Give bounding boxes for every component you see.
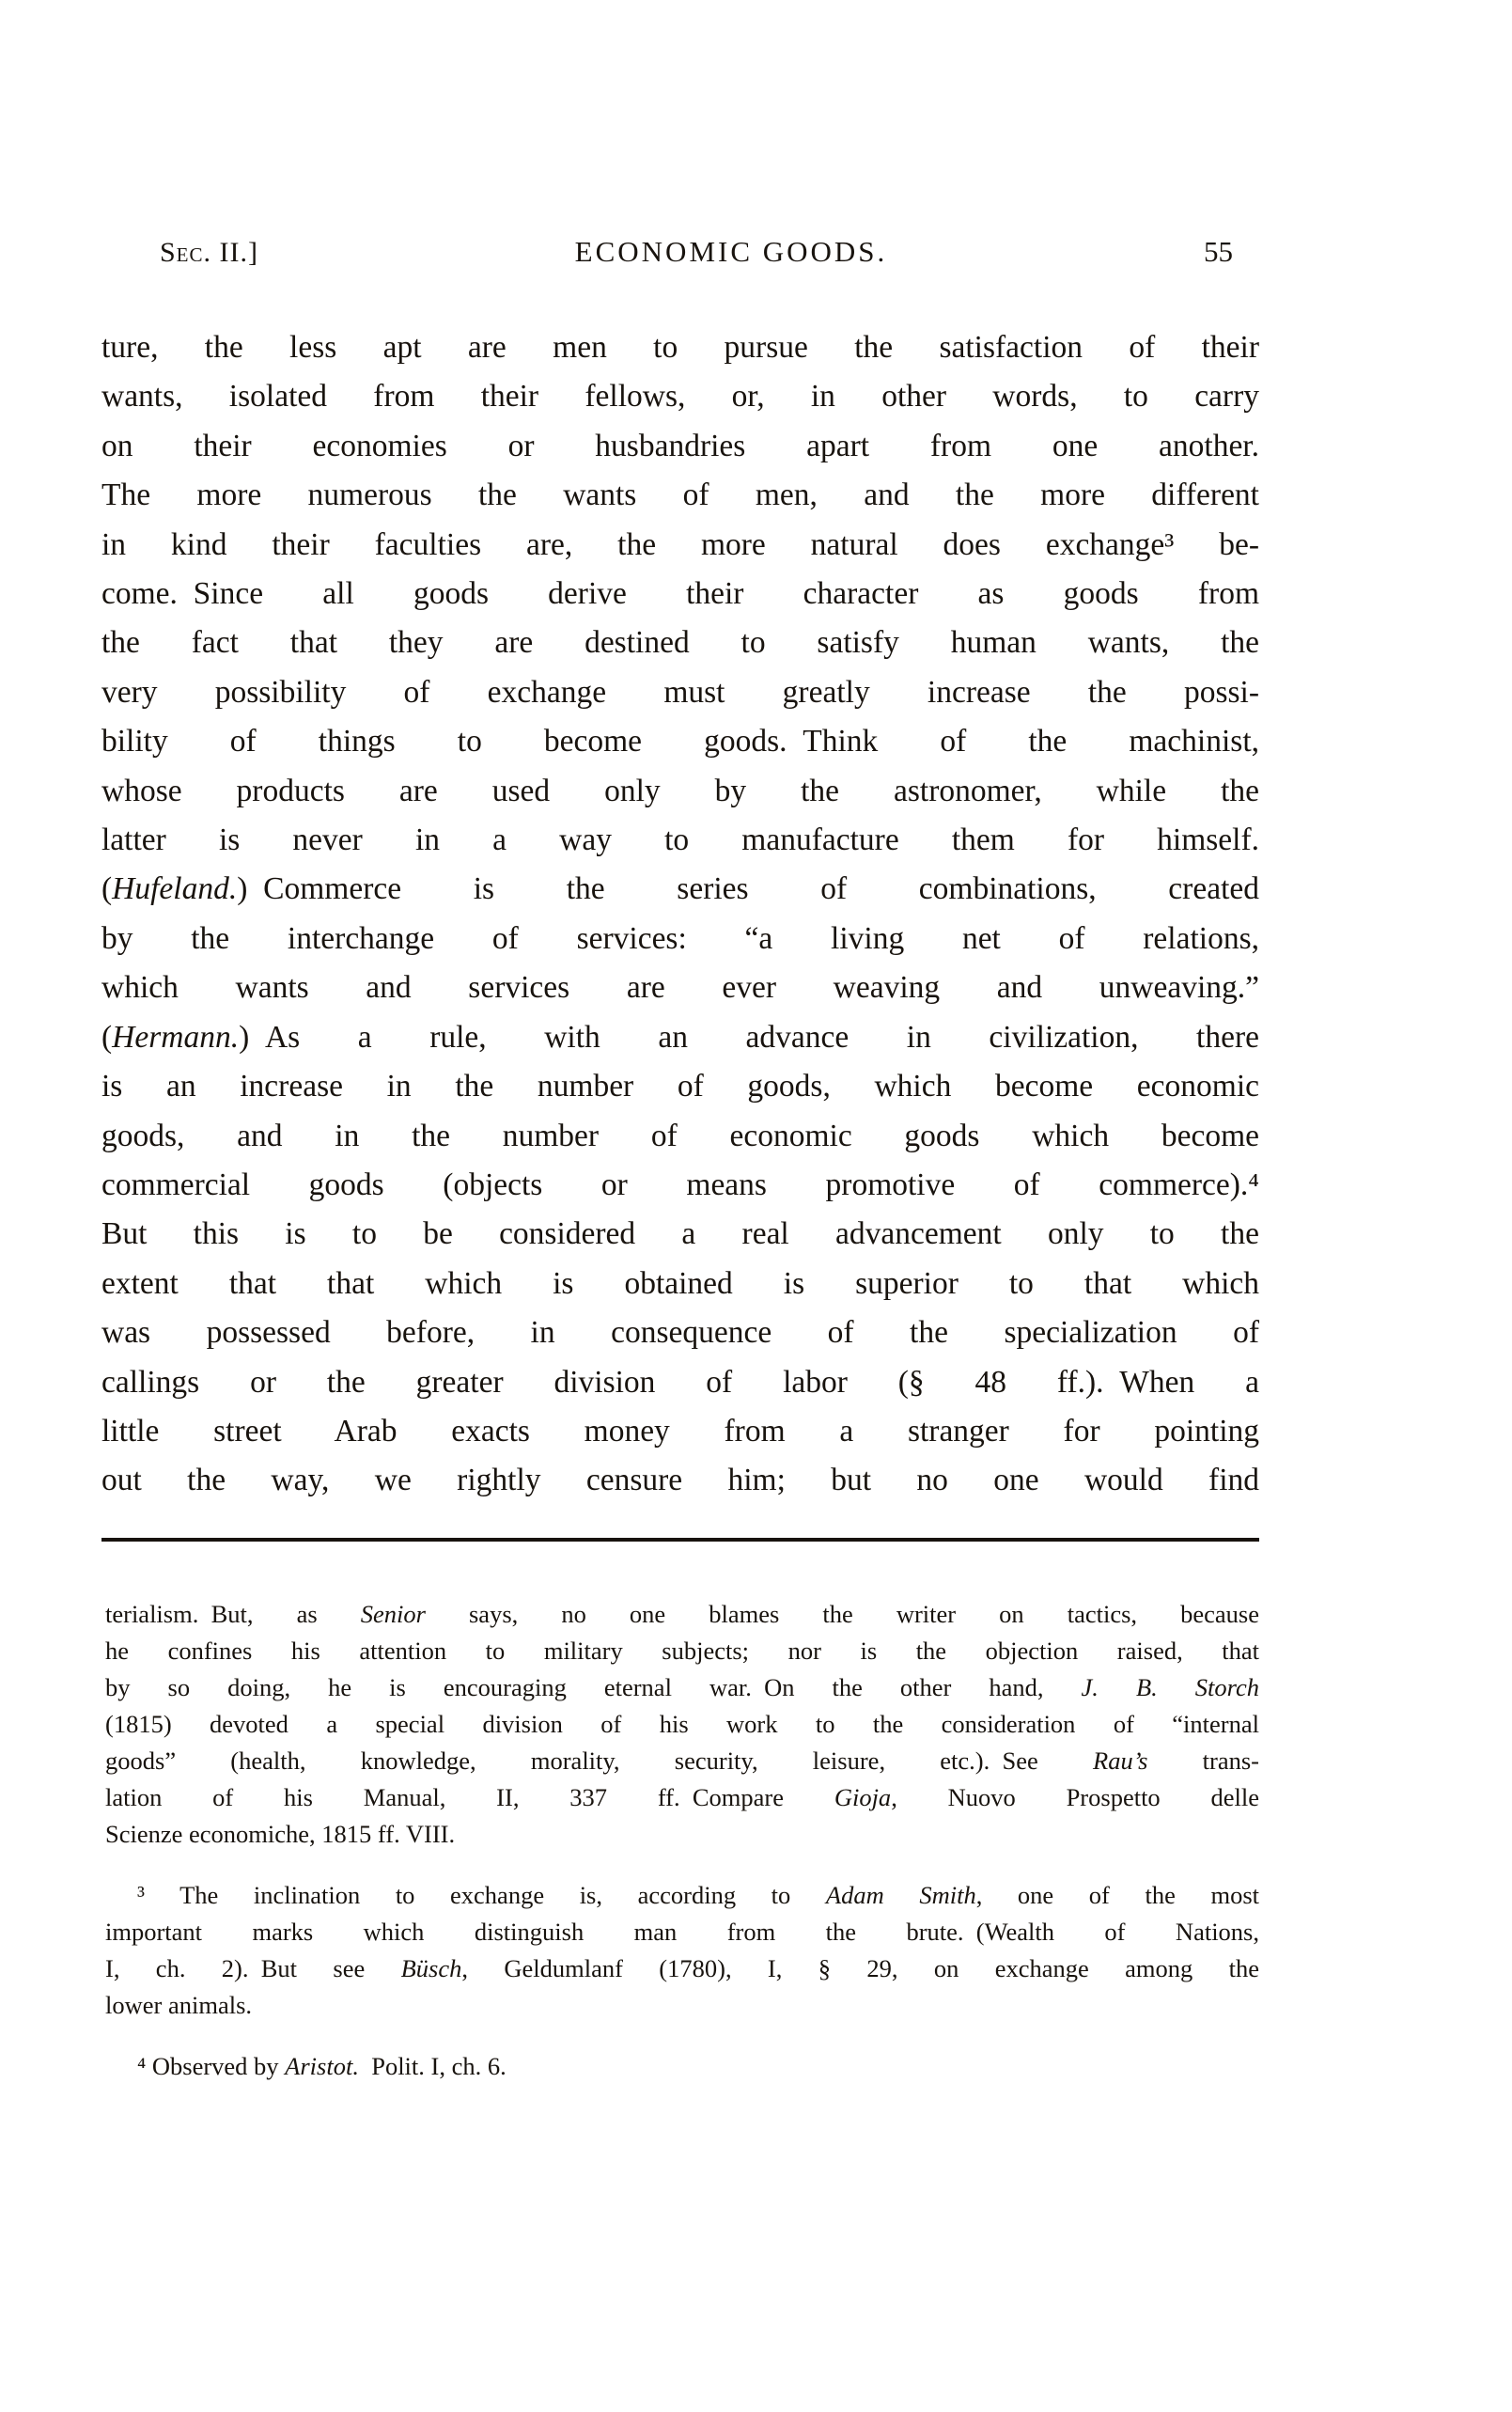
text-segment: wants, isolated from their fellows, or, in other words, to carry	[101, 379, 1259, 415]
text-segment: , Nuovo Prospetto delle	[891, 1783, 1259, 1811]
text-line	[101, 816, 1259, 865]
text-line	[105, 1914, 1259, 1950]
text-segment: Gioja	[834, 1783, 892, 1811]
text-line	[101, 865, 1259, 914]
text-line	[105, 1877, 1259, 1914]
text-segment: in kind their faculties are, the more natural does exchange³ be-	[101, 526, 1259, 562]
text-line	[105, 1950, 1259, 1987]
section-label: Sec. II.]	[160, 237, 258, 268]
page-number: 55	[1204, 235, 1233, 268]
text-line	[101, 323, 1259, 372]
text-segment: (	[101, 1019, 113, 1055]
text-segment: Aristot.	[285, 2052, 359, 2080]
text-line	[101, 1358, 1259, 1407]
text-line	[101, 521, 1259, 570]
text-segment: he confines his attention to military subjects; nor is the objection raised, that	[105, 1637, 1259, 1665]
text-line	[105, 1743, 1259, 1779]
text-segment: important marks which distinguish man from the brute. (Wealth of Nations,	[105, 1918, 1259, 1946]
text-segment: by the interchange of services: “a living net of relations,	[101, 920, 1259, 956]
text-line	[101, 372, 1259, 421]
text-segment: ³ The inclination to exchange is, according to	[137, 1881, 826, 1909]
footnote-block	[105, 1596, 1259, 2085]
text-line	[105, 1596, 1259, 1633]
text-segment: terialism. But, as	[105, 1600, 361, 1628]
text-segment: goods, and in the number of economic goods which become	[101, 1118, 1259, 1153]
text-segment: Büsch	[400, 1954, 462, 1982]
text-segment: commercial goods (objects or means promotive of commerce).⁴	[101, 1167, 1259, 1202]
text-segment: Polit. I, ch. 6.	[358, 2052, 507, 2080]
text-line	[101, 1308, 1259, 1357]
text-segment: , Geldumlanf (1780), I, § 29, on exchange among the	[461, 1954, 1259, 1982]
text-segment: trans-	[1147, 1746, 1260, 1775]
text-line	[101, 668, 1259, 717]
footnote-divider	[101, 1538, 1259, 1542]
text-line	[101, 717, 1259, 766]
text-line	[105, 1779, 1259, 1816]
text-segment: The more numerous the wants of men, and the more different	[101, 478, 1259, 513]
text-segment: very possibility of exchange must greatly increase the possi-	[101, 674, 1259, 710]
text-segment: was possessed before, in consequence of the specialization of	[101, 1315, 1259, 1351]
text-segment: goods” (health, knowledge, morality, security, leisure, etc.). See	[105, 1746, 1094, 1775]
text-segment: whose products are used only by the astronomer, while the	[101, 773, 1259, 808]
text-line	[105, 1987, 1259, 2024]
text-segment: is an increase in the number of goods, which become economic	[101, 1069, 1259, 1104]
text-line	[101, 1013, 1259, 1062]
running-title: ECONOMIC GOODS.	[574, 235, 888, 268]
text-segment: which wants and services are ever weaving and unweaving.”	[101, 970, 1259, 1006]
footnote-4	[105, 2048, 1259, 2085]
text-segment: ture, the less apt are men to pursue the satisfaction of their	[101, 330, 1259, 365]
text-line	[101, 1407, 1259, 1456]
text-segment: extent that that which is obtained is superior to that which	[101, 1265, 1259, 1301]
text-segment: on their economies or husbandries apart from one another.	[101, 428, 1259, 463]
text-line	[101, 1260, 1259, 1308]
text-segment: come. Since all goods derive their character as goods from	[101, 576, 1259, 612]
footnote-3	[105, 1877, 1259, 2024]
text-segment: the fact that they are destined to satisfy human wants, the	[101, 625, 1259, 661]
text-segment: by so doing, he is encouraging eternal war. On the other hand,	[105, 1673, 1082, 1701]
text-segment: Hermann.	[112, 1019, 240, 1055]
text-segment: lation of his Manual, II, 337 ff. Compare	[105, 1783, 834, 1811]
text-line	[101, 619, 1259, 667]
main-text	[101, 323, 1259, 1506]
text-segment: I, ch. 2). But see	[105, 1954, 401, 1982]
text-line	[105, 2048, 1259, 2085]
text-segment: Adam Smith	[825, 1881, 976, 1909]
text-line	[101, 1112, 1259, 1161]
text-line	[101, 471, 1259, 520]
text-line	[105, 1669, 1259, 1706]
text-segment: Scienze economiche, 1815 ff. VIII.	[105, 1820, 456, 1848]
text-line	[101, 1456, 1259, 1505]
text-segment: Hufeland.	[112, 871, 238, 907]
text-segment: Senior	[360, 1600, 426, 1628]
text-segment: lower animals.	[105, 1991, 253, 2019]
text-line	[101, 1062, 1259, 1111]
text-segment: latter is never in a way to manufacture them for himself.	[101, 822, 1259, 858]
text-line	[101, 1210, 1259, 1259]
text-line	[101, 1161, 1259, 1210]
text-line	[101, 915, 1259, 963]
text-segment: little street Arab exacts money from a stranger for pointing	[101, 1413, 1259, 1449]
text-segment: ⁴ Observed by	[137, 2052, 286, 2080]
text-segment: , one of the most	[975, 1881, 1260, 1909]
text-segment: callings or the greater division of labor (§ 48 ff.). When a	[101, 1364, 1259, 1400]
text-segment: But this is to be considered a real advancement only to the	[101, 1216, 1259, 1252]
text-segment: bility of things to become goods. Think of the machinist,	[101, 724, 1259, 760]
text-line	[101, 422, 1259, 471]
text-segment: (1815) devoted a special division of his work to the consideration of “internal	[105, 1710, 1259, 1738]
text-segment: out the way, we rightly censure him; but no one would find	[101, 1463, 1259, 1498]
text-line	[105, 1633, 1259, 1669]
text-line	[105, 1706, 1259, 1743]
page-header	[101, 235, 1259, 269]
text-line	[101, 963, 1259, 1012]
text-segment: Rau’s	[1093, 1746, 1148, 1775]
text-segment: says, no one blames the writer on tactics, because	[425, 1600, 1259, 1628]
text-segment: (	[101, 871, 113, 907]
text-segment: ) Commerce is the series of combinations, created	[237, 871, 1259, 907]
footnote-continuation	[105, 1596, 1259, 1853]
text-line	[101, 570, 1259, 619]
text-segment: J. B. Storch	[1081, 1673, 1259, 1701]
text-segment: ) As a rule, with an advance in civilization, there	[239, 1019, 1259, 1055]
text-line	[101, 767, 1259, 816]
text-line	[105, 1816, 1259, 1853]
